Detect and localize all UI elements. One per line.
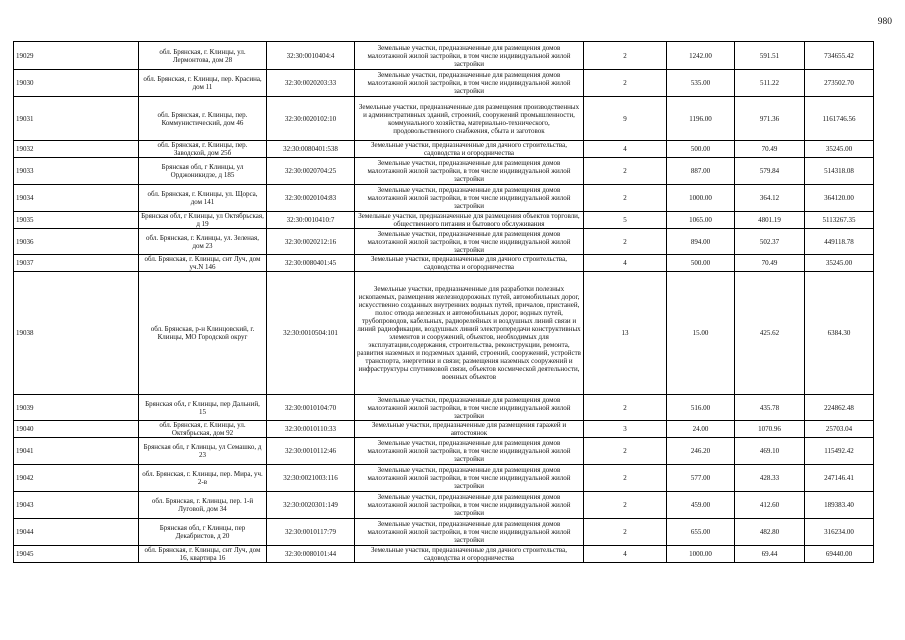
address-cell: обл. Брянская, г. Клинцы, пер. Мира, уч. 2-в — [139, 465, 267, 492]
cadastral-value-cell: 189383.40 — [805, 492, 874, 519]
cadastral-value-cell: 316234.00 — [805, 519, 874, 546]
address-cell: обл. Брянская, г. Клинцы, снт Луч, дом 16, квартира 16 — [139, 546, 267, 563]
address-cell: Брянская обл, г Клинцы, ул Семашко, д 23 — [139, 438, 267, 465]
specific-value-cell: 591.51 — [735, 42, 805, 70]
address-cell: Брянская обл, г Клинцы, пер Декабристов, д 20 — [139, 519, 267, 546]
area-cell: 15.00 — [667, 272, 735, 395]
group-code-cell: 2 — [584, 158, 667, 185]
area-cell: 1242.00 — [667, 42, 735, 70]
cadastral-number-cell: 32:30:0010117:79 — [267, 519, 355, 546]
area-cell: 500.00 — [667, 141, 735, 158]
row-number: 19035 — [14, 212, 139, 229]
land-use-cell: Земельные участки, предназначенные для размещения гаражей и автостоянок — [355, 421, 584, 438]
cadastral-value-cell: 247146.41 — [805, 465, 874, 492]
land-use-cell: Земельные участки, предназначенные для дачного строительства, садоводства и огородничества — [355, 141, 584, 158]
land-use-cell: Земельные участки, предназначенные для размещения домов малоэтажной жилой застройки, в том числе индивидуальной жилой застройки — [355, 492, 584, 519]
cadastral-number-cell: 32:30:0010410:7 — [267, 212, 355, 229]
table-row — [14, 97, 874, 141]
area-cell: 535.00 — [667, 70, 735, 97]
group-code-cell: 2 — [584, 185, 667, 212]
cadastral-number-cell: 32:30:0020212:16 — [267, 229, 355, 255]
address-cell: обл. Брянская, г. Клинцы, пер. 1-й Луговой, дом 34 — [139, 492, 267, 519]
table-row — [14, 70, 874, 97]
group-code-cell: 3 — [584, 421, 667, 438]
address-cell: обл. Брянская, г. Клинцы, ул. Зеленая, дом 23 — [139, 229, 267, 255]
group-code-cell: 5 — [584, 212, 667, 229]
land-use-cell: Земельные участки, предназначенные для размещения домов малоэтажной жилой застройки, в том числе индивидуальной жилой застройки — [355, 185, 584, 212]
land-use-cell: Земельные участки, предназначенные для дачного строительства, садоводства и огородничества — [355, 546, 584, 563]
area-cell: 1000.00 — [667, 185, 735, 212]
row-number: 19043 — [14, 492, 139, 519]
specific-value-cell: 971.36 — [735, 97, 805, 141]
area-cell: 655.00 — [667, 519, 735, 546]
row-number: 19038 — [14, 272, 139, 395]
table-row — [14, 158, 874, 185]
land-use-cell: Земельные участки, предназначенные для размещения производственных и административных зданий, строений, сооружений промышленности, коммунального хозяйства, материально-технического, продовольственного снабжения, сбыта и заготовок — [355, 97, 584, 141]
land-use-cell: Земельные участки, предназначенные для размещения домов малоэтажной жилой застройки, в том числе индивидуальной жилой застройки — [355, 158, 584, 185]
area-cell: 1065.00 — [667, 212, 735, 229]
row-number: 19036 — [14, 229, 139, 255]
land-use-cell: Земельные участки, предназначенные для дачного строительства, садоводства и огородничества — [355, 255, 584, 272]
group-code-cell: 2 — [584, 395, 667, 421]
cadastral-value-cell: 5113267.35 — [805, 212, 874, 229]
group-code-cell: 2 — [584, 70, 667, 97]
address-cell: обл. Брянская, г. Клинцы, снт Луч, дом уч.N 146 — [139, 255, 267, 272]
cadastral-value-cell: 25703.04 — [805, 421, 874, 438]
table-row — [14, 421, 874, 438]
cadastral-value-cell: 449118.78 — [805, 229, 874, 255]
area-cell: 577.00 — [667, 465, 735, 492]
table-row — [14, 438, 874, 465]
specific-value-cell: 502.37 — [735, 229, 805, 255]
land-use-cell: Земельные участки, предназначенные для размещения домов малоэтажной жилой застройки, в том числе индивидуальной жилой застройки — [355, 70, 584, 97]
cadastral-number-cell: 32:30:0080401:45 — [267, 255, 355, 272]
specific-value-cell: 364.12 — [735, 185, 805, 212]
group-code-cell: 13 — [584, 272, 667, 395]
land-registry-table — [13, 41, 874, 563]
table-row — [14, 185, 874, 212]
table-row — [14, 519, 874, 546]
area-cell: 894.00 — [667, 229, 735, 255]
group-code-cell: 2 — [584, 519, 667, 546]
cadastral-number-cell: 32:30:0021003:116 — [267, 465, 355, 492]
specific-value-cell: 428.33 — [735, 465, 805, 492]
cadastral-value-cell: 734655.42 — [805, 42, 874, 70]
land-use-cell: Земельные участки, предназначенные для размещения домов малоэтажной жилой застройки, в том числе индивидуальной жилой застройки — [355, 438, 584, 465]
address-cell: Брянская обл, г Клинцы, пер Дальний, 15 — [139, 395, 267, 421]
page-number: 980 — [877, 17, 892, 27]
group-code-cell: 2 — [584, 492, 667, 519]
row-number: 19041 — [14, 438, 139, 465]
table-row — [14, 465, 874, 492]
specific-value-cell: 70.49 — [735, 141, 805, 158]
cadastral-number-cell: 32:30:0020704:25 — [267, 158, 355, 185]
cadastral-value-cell: 35245.00 — [805, 255, 874, 272]
cadastral-value-cell: 1161746.56 — [805, 97, 874, 141]
address-cell: обл. Брянская, г. Клинцы, пер. Красина, дом 11 — [139, 70, 267, 97]
group-code-cell: 2 — [584, 42, 667, 70]
specific-value-cell: 412.60 — [735, 492, 805, 519]
specific-value-cell: 435.78 — [735, 395, 805, 421]
specific-value-cell: 511.22 — [735, 70, 805, 97]
group-code-cell: 2 — [584, 465, 667, 492]
address-cell: Брянская обл, г Клинцы, ул Орджоникидзе, д 185 — [139, 158, 267, 185]
area-cell: 459.00 — [667, 492, 735, 519]
specific-value-cell: 69.44 — [735, 546, 805, 563]
land-use-cell: Земельные участки, предназначенные для размещения объектов торговли, общественного питания и бытового обслуживания — [355, 212, 584, 229]
row-number: 19039 — [14, 395, 139, 421]
cadastral-number-cell: 32:30:0010112:46 — [267, 438, 355, 465]
table-row — [14, 492, 874, 519]
cadastral-value-cell: 224862.48 — [805, 395, 874, 421]
row-number: 19031 — [14, 97, 139, 141]
cadastral-value-cell: 69440.00 — [805, 546, 874, 563]
cadastral-number-cell: 32:30:0020203:33 — [267, 70, 355, 97]
cadastral-number-cell: 32:30:0010110:33 — [267, 421, 355, 438]
group-code-cell: 2 — [584, 438, 667, 465]
cadastral-number-cell: 32:30:0080401:538 — [267, 141, 355, 158]
group-code-cell: 4 — [584, 546, 667, 563]
row-number: 19030 — [14, 70, 139, 97]
cadastral-number-cell: 32:30:0010104:70 — [267, 395, 355, 421]
cadastral-number-cell: 32:30:0010504:101 — [267, 272, 355, 395]
address-cell: обл. Брянская, г. Клинцы, пер. Коммунистический, дом 46 — [139, 97, 267, 141]
area-cell: 1000.00 — [667, 546, 735, 563]
land-use-cell: Земельные участки, предназначенные для размещения домов малоэтажной жилой застройки, в том числе индивидуальной жилой застройки — [355, 465, 584, 492]
row-number: 19040 — [14, 421, 139, 438]
address-cell: обл. Брянская, г. Клинцы, ул. Щорса, дом 141 — [139, 185, 267, 212]
row-number: 19029 — [14, 42, 139, 70]
cadastral-number-cell: 32:30:0080101:44 — [267, 546, 355, 563]
group-code-cell: 4 — [584, 141, 667, 158]
group-code-cell: 2 — [584, 229, 667, 255]
cadastral-value-cell: 273502.70 — [805, 70, 874, 97]
row-number: 19032 — [14, 141, 139, 158]
specific-value-cell: 469.10 — [735, 438, 805, 465]
row-number: 19045 — [14, 546, 139, 563]
specific-value-cell: 579.84 — [735, 158, 805, 185]
table-body — [14, 42, 874, 563]
cadastral-number-cell: 32:30:0020102:10 — [267, 97, 355, 141]
specific-value-cell: 425.62 — [735, 272, 805, 395]
cadastral-number-cell: 32:30:0020104:83 — [267, 185, 355, 212]
specific-value-cell: 1070.96 — [735, 421, 805, 438]
address-cell: обл. Брянская, г. Клинцы, пер. Заводской, дом 25б — [139, 141, 267, 158]
land-use-cell: Земельные участки, предназначенные для размещения домов малоэтажной жилой застройки, в том числе индивидуальной жилой застройки — [355, 229, 584, 255]
table-row — [14, 272, 874, 395]
row-number: 19037 — [14, 255, 139, 272]
area-cell: 246.20 — [667, 438, 735, 465]
table-row — [14, 255, 874, 272]
specific-value-cell: 70.49 — [735, 255, 805, 272]
area-cell: 500.00 — [667, 255, 735, 272]
area-cell: 516.00 — [667, 395, 735, 421]
row-number: 19033 — [14, 158, 139, 185]
land-use-cell: Земельные участки, предназначенные для размещения домов малоэтажной жилой застройки, в том числе индивидуальной жилой застройки — [355, 395, 584, 421]
cadastral-value-cell: 364120.00 — [805, 185, 874, 212]
row-number: 19044 — [14, 519, 139, 546]
land-use-cell: Земельные участки, предназначенные для разработки полезных ископаемых, размещения железнодорожных путей, автомобильных дорог, искусственно созданных внутренних водных путей, причалов, пристаней, полос отвода железных и автомобильных дорог, водных путей, трубопроводов, кабельных, радиорелейных и воздушных линий связи и линий радиофикации, воздушных линий электропередачи конструктивных элементов и сооружений, объектов, необходимых для эксплуатации,содержания, строительства, реконструкции, ремонта, развития наземных и подземных зданий, строений, сооружений, устройств транспорта, энергетики и связи; размещения наземных сооружений и инфраструктуры спутниковой связи, объектов космической деятельности, военных объектов — [355, 272, 584, 395]
address-cell: обл. Брянская, р-н Клинцовский, г. Клинцы, МО Городской округ — [139, 272, 267, 395]
address-cell: обл. Брянская, г. Клинцы, ул. Лермонтова, дом 28 — [139, 42, 267, 70]
row-number: 19042 — [14, 465, 139, 492]
land-use-cell: Земельные участки, предназначенные для размещения домов малоэтажной жилой застройки, в том числе индивидуальной жилой застройки — [355, 519, 584, 546]
area-cell: 24.00 — [667, 421, 735, 438]
group-code-cell: 9 — [584, 97, 667, 141]
address-cell: Брянская обл, г Клинцы, ул Октябрьская, д 19 — [139, 212, 267, 229]
specific-value-cell: 4801.19 — [735, 212, 805, 229]
area-cell: 887.00 — [667, 158, 735, 185]
table-row — [14, 395, 874, 421]
table-row — [14, 42, 874, 70]
cadastral-number-cell: 32:30:0010404:4 — [267, 42, 355, 70]
cadastral-value-cell: 514318.08 — [805, 158, 874, 185]
table-row — [14, 212, 874, 229]
cadastral-value-cell: 115492.42 — [805, 438, 874, 465]
cadastral-number-cell: 32:30:0020301:149 — [267, 492, 355, 519]
row-number: 19034 — [14, 185, 139, 212]
land-use-cell: Земельные участки, предназначенные для размещения домов малоэтажной жилой застройки, в том числе индивидуальной жилой застройки — [355, 42, 584, 70]
specific-value-cell: 482.80 — [735, 519, 805, 546]
table-row — [14, 141, 874, 158]
area-cell: 1196.00 — [667, 97, 735, 141]
cadastral-value-cell: 6384.30 — [805, 272, 874, 395]
table-row — [14, 229, 874, 255]
cadastral-value-cell: 35245.00 — [805, 141, 874, 158]
address-cell: обл. Брянская, г. Клинцы, ул. Октябрьская, дом 92 — [139, 421, 267, 438]
table-row — [14, 546, 874, 563]
group-code-cell: 4 — [584, 255, 667, 272]
